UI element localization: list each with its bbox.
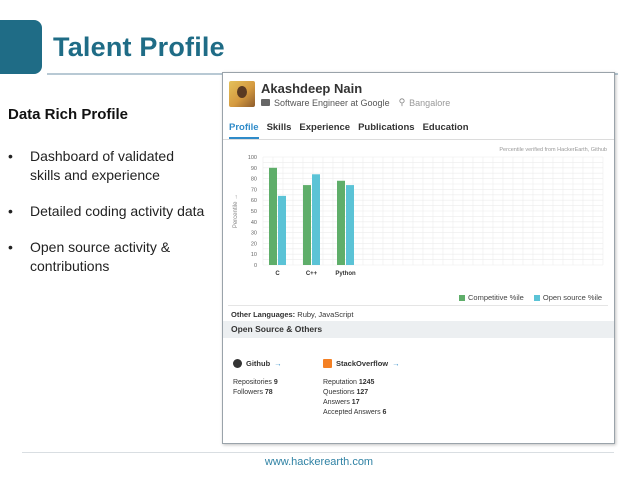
tab-publications[interactable]: Publications xyxy=(358,122,415,133)
avatar xyxy=(229,81,255,107)
arrow-right-icon: → xyxy=(274,359,282,368)
bullet-text: Detailed coding activity data xyxy=(30,203,205,219)
bar-c-open-source xyxy=(278,196,286,265)
title-accent-bar xyxy=(0,20,42,74)
tab-experience[interactable]: Experience xyxy=(299,122,351,133)
bullet-text: Open source activity & contributions xyxy=(30,239,171,274)
stat-row xyxy=(323,408,400,418)
tab-education[interactable]: Education xyxy=(422,122,469,133)
bar-python-open-source xyxy=(346,185,354,265)
open-source-header: Open Source & Others xyxy=(223,321,614,338)
y-tick-label: 50 xyxy=(250,209,257,215)
verified-note: Percentile verified from HackerEarth, Github xyxy=(499,147,607,153)
stackoverflow-icon xyxy=(323,359,332,368)
stat-value: 78 xyxy=(264,389,273,396)
footer-url: www.hackerearth.com xyxy=(264,456,374,468)
legend-swatch-open-source xyxy=(534,295,540,301)
stat-value: 1245 xyxy=(358,379,375,386)
bullet-item: • Open source activity & contributions xyxy=(8,239,171,274)
y-tick-label: 80 xyxy=(250,176,257,183)
x-tick-label: C++ xyxy=(305,271,318,277)
tab-profile[interactable]: Profile xyxy=(229,122,259,139)
bullet-item: • Dashboard of validated skills and experience xyxy=(8,148,174,183)
stat-row xyxy=(323,388,400,398)
github-title-row[interactable] xyxy=(233,359,282,368)
stat-row xyxy=(233,388,282,398)
bar-python-competitive xyxy=(337,181,345,265)
profile-screenshot-panel xyxy=(222,72,615,444)
other-languages xyxy=(231,310,353,319)
x-tick-label: Python xyxy=(335,271,356,277)
profile-role: Software Engineer at Google xyxy=(274,97,390,108)
stat-row xyxy=(323,398,400,408)
languages-divider xyxy=(228,305,608,306)
y-tick-label: 0 xyxy=(253,263,257,269)
other-languages-value: Ruby, JavaScript xyxy=(297,310,354,319)
y-tick-label: 90 xyxy=(250,165,257,172)
profile-meta xyxy=(261,97,450,108)
legend-label: Competitive %ile xyxy=(468,293,524,302)
github-block xyxy=(233,359,282,398)
location-pin-icon: ⚲ xyxy=(398,97,406,107)
legend-item-open-source xyxy=(534,293,602,302)
section-subtitle: Data Rich Profile xyxy=(8,106,129,123)
stackoverflow-title-row[interactable] xyxy=(323,359,400,368)
y-tick-label: 20 xyxy=(250,241,257,248)
stat-label: Accepted Answers xyxy=(323,409,381,416)
stat-value: 9 xyxy=(273,379,278,386)
bullet-text: Dashboard of validated skills and experience xyxy=(30,148,174,183)
stat-label: Questions xyxy=(323,389,355,396)
y-tick-label: 60 xyxy=(250,198,257,205)
legend-label: Open source %ile xyxy=(542,293,603,302)
profile-location: Bangalore xyxy=(409,97,451,108)
bar-c-competitive xyxy=(269,168,277,265)
github-title: Github xyxy=(246,359,271,368)
stat-label: Repositories xyxy=(233,379,272,386)
bullet-item: • Detailed coding activity data xyxy=(8,203,205,219)
legend-swatch-competitive xyxy=(459,295,465,301)
stat-value: 127 xyxy=(356,389,369,396)
y-axis-label: Percentile → xyxy=(233,193,239,229)
y-tick-label: 30 xyxy=(250,230,257,237)
y-tick-label: 40 xyxy=(250,219,257,226)
tab-skills[interactable]: Skills xyxy=(266,122,292,133)
bar-cpp-open-source xyxy=(312,174,320,265)
y-tick-label: 100 xyxy=(247,155,257,161)
profile-name: Akashdeep Nain xyxy=(261,81,363,96)
stat-row xyxy=(323,378,400,388)
slide-title: Talent Profile xyxy=(53,32,225,62)
tabs-divider xyxy=(223,139,614,140)
x-tick-label: C xyxy=(275,271,280,277)
stat-label: Followers xyxy=(233,389,263,396)
feature-bullets xyxy=(8,147,208,276)
legend-item-competitive xyxy=(459,293,524,302)
stat-label: Answers xyxy=(323,399,350,406)
stackoverflow-block xyxy=(323,359,400,418)
y-tick-label: 10 xyxy=(250,252,257,259)
stat-label: Reputation xyxy=(323,379,357,386)
chart-legend xyxy=(459,293,602,302)
percentile-bar-chart xyxy=(223,151,614,293)
bar-cpp-competitive xyxy=(303,185,311,265)
arrow-right-icon: → xyxy=(392,359,400,368)
briefcase-icon xyxy=(261,99,270,106)
stat-value: 17 xyxy=(351,399,360,406)
stat-value: 6 xyxy=(382,409,387,416)
footer-divider xyxy=(22,452,614,453)
stackoverflow-title: StackOverflow xyxy=(336,359,389,368)
stat-row xyxy=(233,378,282,388)
y-tick-label: 70 xyxy=(250,187,257,194)
github-icon xyxy=(233,359,242,368)
profile-tabs xyxy=(229,122,469,139)
feature-list-column xyxy=(8,106,208,293)
other-languages-label: Other Languages: xyxy=(231,310,296,319)
